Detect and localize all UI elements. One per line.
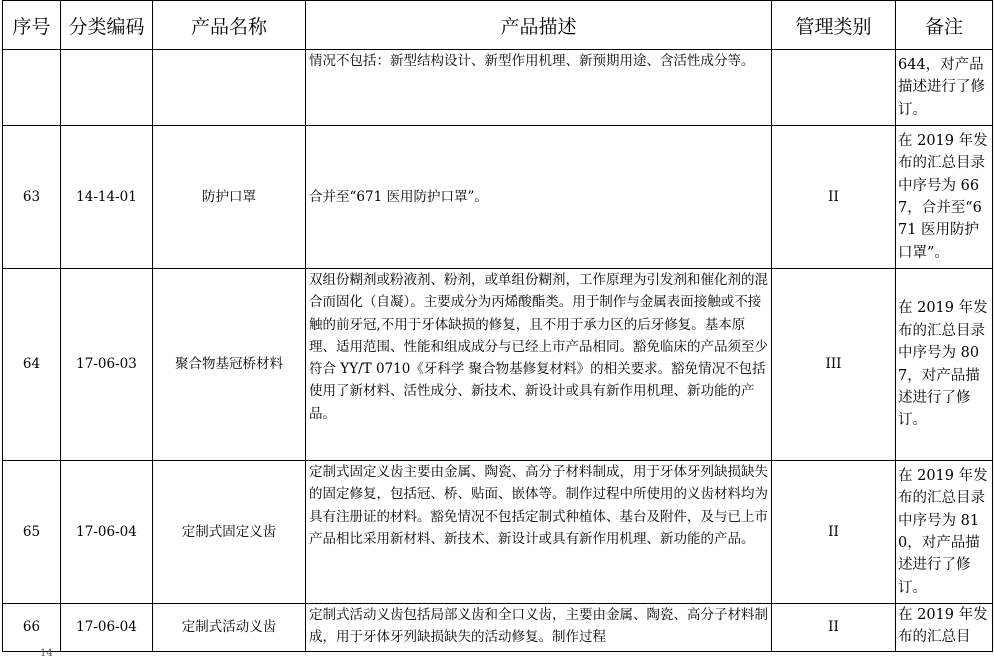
header-category: 管理类别	[772, 1, 896, 50]
row-note: 在 2019 年发布的汇总目录中序号为 667，合并至“671 医用防护口罩”。	[896, 126, 993, 269]
header-no: 序号	[3, 1, 61, 50]
row-note: 在 2019 年发布的汇总目录中序号为 810，对产品描述进行了修订。	[896, 461, 993, 604]
row-name	[153, 50, 306, 126]
row-note	[896, 604, 993, 652]
page-number: 14	[40, 648, 53, 659]
header-name: 产品名称	[153, 1, 306, 50]
row-no: 65	[3, 461, 61, 604]
row-category: II	[772, 604, 896, 652]
row-code: 17-06-04	[61, 461, 153, 604]
row-no: 66	[3, 604, 61, 652]
row-category: III	[772, 269, 896, 461]
row-code	[61, 50, 153, 126]
row-no: 63	[3, 126, 61, 269]
row-category	[772, 50, 896, 126]
table-row	[3, 126, 993, 269]
table-row	[3, 604, 993, 652]
header-row	[3, 1, 993, 50]
row-code: 17-06-03	[61, 269, 153, 461]
header-description: 产品描述	[306, 1, 772, 50]
row-code: 17-06-04	[61, 604, 153, 652]
table-row	[3, 50, 993, 126]
row-note: 在 2019 年发布的汇总目录中序号为 807，对产品描述进行了修订。	[896, 269, 993, 461]
row-note-text: 在 2019 年发布的汇总目	[898, 607, 988, 646]
row-category: II	[772, 126, 896, 269]
row-description-text: 定制式活动义齿包括局部义齿和全口义齿，主要由金属、陶瓷、高分子材料制成，用于牙体牙列缺损缺失的活动修复。制作过程	[309, 607, 768, 646]
row-code: 14-14-01	[61, 126, 153, 269]
row-name: 聚合物基冠桥材料	[153, 269, 306, 461]
row-name: 定制式活动义齿	[153, 604, 306, 652]
row-description: 合并至“671 医用防护口罩”。	[306, 126, 772, 269]
row-no: 64	[3, 269, 61, 461]
row-description: 双组份糊剂或粉液剂、粉剂，或单组份糊剂，工作原理为引发剂和催化剂的混合而固化（自凝）。主要成分为丙烯酸酯类。用于制作与金属表面接触或不接触的前牙冠,不用于牙体缺损的修复，且不用于承力区的后牙修复。基本原理、适用范围、性能和组成成分与已经上市产品相同。豁免临床的产品须至少符合 YY/T 0710《牙科学 聚合物基修复材料》的相关要求。豁免情况不包括使用了新材料、活性成分、新技术、新设计或具有新作用机理、新功能的产品。	[306, 269, 772, 461]
table-row	[3, 269, 993, 461]
row-description: 情况不包括：新型结构设计、新型作用机理、新预期用途、含活性成分等。	[306, 50, 772, 126]
catalog-table	[2, 0, 993, 652]
row-description: 定制式固定义齿主要由金属、陶瓷、高分子材料制成，用于牙体牙列缺损缺失的固定修复，包括冠、桥、贴面、嵌体等。制作过程中所使用的义齿材料均为具有注册证的材料。豁免情况不包括定制式种植体、基台及附件，及与已上市产品相比采用新材料、新技术、新设计或具有新作用机理、新功能的产品。	[306, 461, 772, 604]
row-note: 644，对产品描述进行了修订。	[896, 50, 993, 126]
row-no	[3, 50, 61, 126]
row-description	[306, 604, 772, 652]
row-name: 防护口罩	[153, 126, 306, 269]
header-code: 分类编码	[61, 1, 153, 50]
table-row	[3, 461, 993, 604]
header-note: 备注	[896, 1, 993, 50]
row-category: II	[772, 461, 896, 604]
row-name: 定制式固定义齿	[153, 461, 306, 604]
